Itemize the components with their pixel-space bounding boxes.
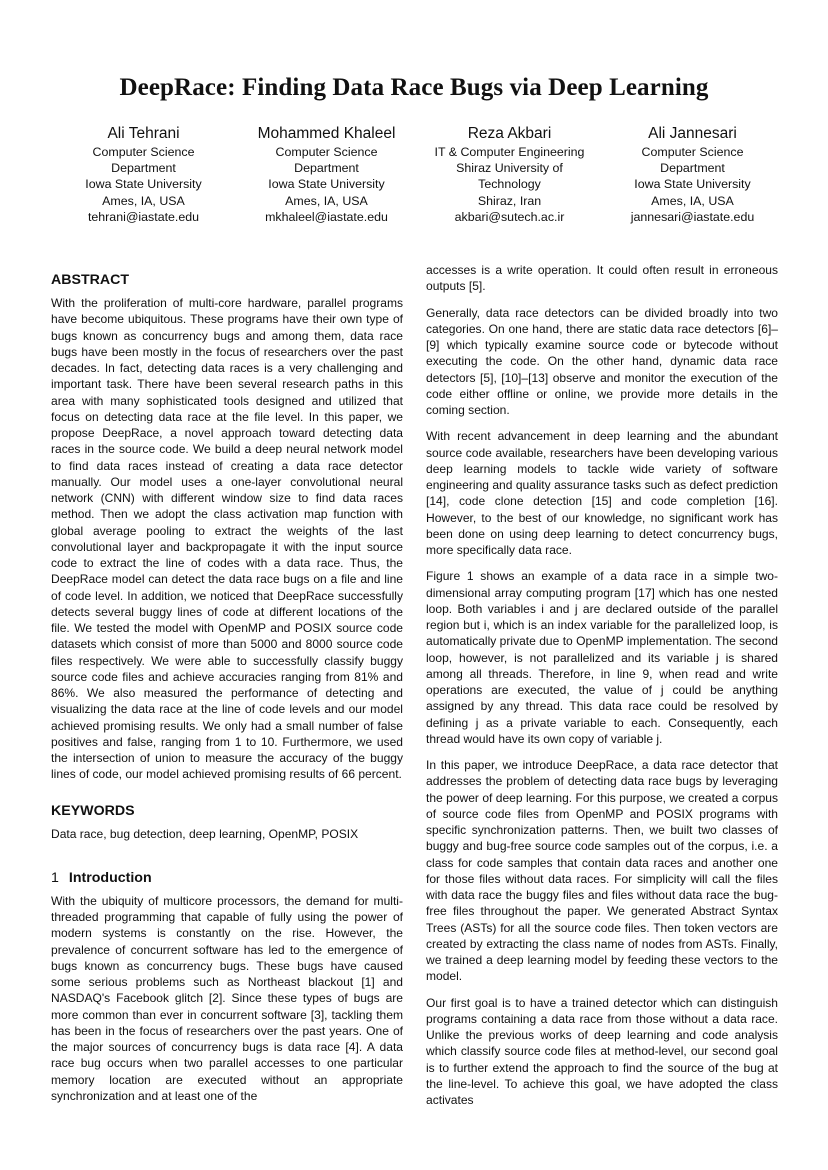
author-affiliation: Iowa State University: [85, 177, 202, 192]
author-name: Mohammed Khaleel: [257, 125, 396, 142]
author-2: [239, 124, 414, 225]
author-name: Reza Akbari: [467, 125, 552, 142]
intro-paragraph: With the ubiquity of multicore processors, the demand for multi-threaded programming that capable of fully using the power of modern systems is constantly on the rise. However, the prevalence of concurrent software has led to the emergence of bugs known as concurrency bugs. These bugs have caused some serious problems such as Northeast blackout [1] and NASDAQ's Facebook glitch [2]. Since these types of bugs are more common than ever in concurrent software [3], tackling them has been in the focus of researchers over the past years. One of the major sources of concurrency bugs is data race [4]. A data race bug occurs when two parallel accesses to one particular memory location are executed without an appropriate synchronization and at least one of the: [51, 893, 403, 1103]
author-1: [56, 124, 231, 225]
author-affiliation: IT & Computer Engineering: [434, 145, 585, 159]
body-paragraph: Figure 1 shows an example of a data race in a simple two-dimensional array computing program [17] which has one nested loop. Both variables i and j are declared outside of the parallel region but i, which is an index variable for the parallelized loop, is automatically private due to OpenMP implementation. The second loop, however, is not parallelized and its variable j is shared among all threads. Therefore, in line 9, when read and write operations are executed, the value of j could be anything assigned by any thread. This data race could be resolved by defining j as a private variable to each. Consequently, each thread would have its own copy of variable j.: [426, 569, 778, 746]
author-affiliation: Shiraz University of: [456, 161, 563, 176]
body-paragraph: accesses is a write operation. It could often result in erroneous outputs [5].: [426, 263, 778, 294]
author-affiliation: Department: [294, 161, 359, 176]
section-title: Introduction: [68, 869, 152, 886]
body-paragraph: In this paper, we introduce DeepRace, a data race detector that addresses the problem of detecting data race bugs by leveraging the power of deep learning. For this purpose, we created a corpus of source code files from OpenMP and POSIX programs with specific synchronization patterns. Then, we built two classes of buggy and bug-free source code samples out of the corpus, i.e. a class for code samples that contain data races and another one for those files without data races. For simplicity will call the files with data race the buggy files and files without data race the bug-free files throughout the paper. We generated Abstract Syntax Trees (ASTs) for all the source code files. Then token vectors are created by extracting the class name of nodes from ASTs. Finally, we trained a deep learning model by feeding these vectors to the model.: [426, 758, 778, 984]
abstract-heading: ABSTRACT: [51, 272, 130, 288]
author-location: Ames, IA, USA: [102, 193, 185, 208]
author-affiliation: Iowa State University: [634, 177, 751, 192]
author-email: akbari@sutech.ac.ir: [454, 209, 565, 224]
author-affiliation: Department: [660, 161, 725, 176]
author-name: Ali Tehrani: [107, 125, 180, 142]
section-heading-introduction: [51, 870, 403, 887]
author-location: Shiraz, Iran: [477, 193, 542, 208]
body-paragraph: Our first goal is to have a trained detector which can distinguish programs containing a data race from those without a data race. Unlike the previous works of deep learning and code analysis which classify source code files at method-level, our second goal is to further extend the approach to find the source of the bug at the line-level. To achieve this goal, we have adopted the class activates: [426, 995, 778, 1107]
body-paragraph: With recent advancement in deep learning and the abundant source code available, researchers have been developing various deep learning models to tackle wide variety of software engineering and quality assurance tasks such as defect prediction [14], code clone detection [15] and code completion [16]. However, to the best of our knowledge, no significant work has been done on using deep learning to detect concurrency bugs, more specifically data race.: [426, 429, 778, 557]
right-column: [426, 262, 778, 1118]
author-email: mkhaleel@iastate.edu: [265, 209, 388, 224]
author-affiliation: Technology: [478, 177, 541, 192]
author-email: jannesari@iastate.edu: [630, 209, 755, 224]
author-name: Ali Jannesari: [648, 125, 737, 142]
author-location: Ames, IA, USA: [651, 193, 734, 208]
abstract-text: With the proliferation of multi-core hardware, parallel programs have become ubiquitous. These programs have their own type of bugs known as concurrency bugs and among them, data race bugs have been mostly in the focus of researchers over the past decades. In fact, detecting data races is a very challenging and important task. There have been several research paths in this area with many sophisticated tools designed and utilized that focus on detecting data race at the file level. In this paper, we propose DeepRace, a novel approach toward detecting data races in the source code. We build a deep neural network model to find data races instead of creating a data race detector manually. Our model uses a one-layer convolutional neural network (CNN) with different window size to find data races method. Then we adopt the class activation map function with global average pooling to extract the weights of the last convolutional layer and backpropagate it with the input source code to extract the line of codes with a data race. Thus, the DeepRace model can detect the data race bugs on a file and line of code level. In addition, we noticed that DeepRace successfully detects several buggy lines of code at different locations of the file. We tested the model with OpenMP and POSIX source code datasets which consist of more than 5000 and 8000 source code files respectively. We were able to successfully classify buggy source code files and achieve accuracies ranging from 81% and 86%. We also measured the performance of detecting and visualizing the data race at the line of code levels and our model achieved promising results. We only had a small number of false positives and false, ranging from 1 to 10. Furthermore, we used the intersection of union to measure the accuracy of the buggy lines of code, our model achieved promising results of 66 percent.: [51, 296, 403, 782]
author-affiliation: Computer Science: [92, 145, 195, 159]
keywords-heading: KEYWORDS: [51, 802, 135, 819]
author-affiliation: Computer Science: [641, 145, 744, 159]
author-3: [422, 124, 597, 225]
left-column: [51, 272, 403, 1114]
author-email: tehrani@iastate.edu: [87, 209, 200, 224]
section-number: 1: [51, 869, 59, 886]
author-affiliation: Iowa State University: [268, 177, 385, 192]
keywords-text: Data race, bug detection, deep learning, OpenMP, POSIX: [51, 826, 359, 841]
author-4: [605, 124, 780, 225]
body-paragraph: Generally, data race detectors can be divided broadly into two categories. On one hand, there are static data race detectors [6]–[9] which typically examine source code or bytecode without executing the code. On the other hand, dynamic data race detectors [5], [10]–[13] observe and monitor the execution of the code either offline or online, we provide more details in the coming section.: [426, 305, 778, 417]
author-affiliation: Department: [111, 161, 176, 176]
author-block: [56, 124, 780, 225]
paper-title: DeepRace: Finding Data Race Bugs via Deep Learning: [119, 74, 709, 101]
author-location: Ames, IA, USA: [285, 193, 368, 208]
author-affiliation: Computer Science: [275, 145, 378, 159]
